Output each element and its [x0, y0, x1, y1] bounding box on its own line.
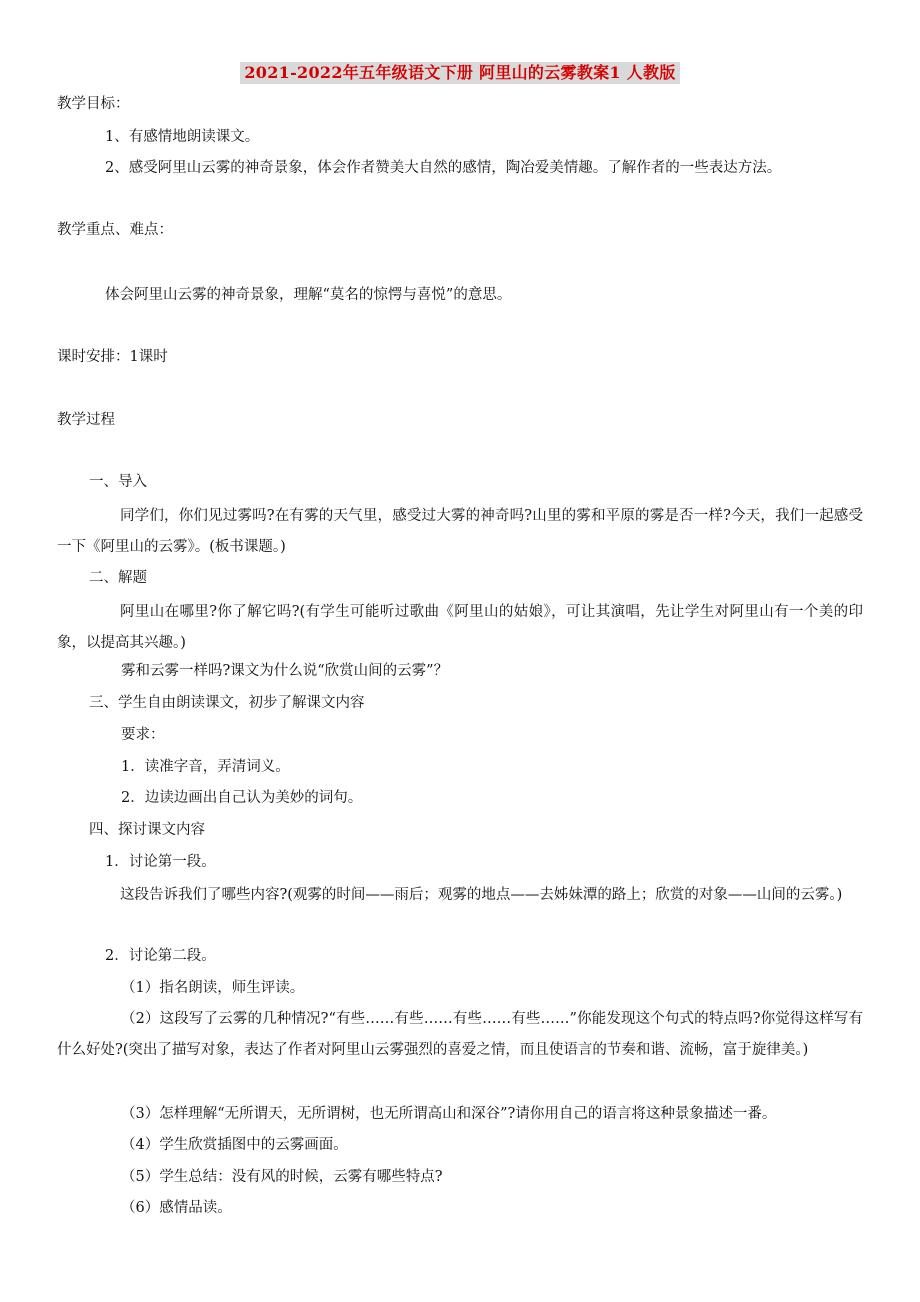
discussion-sub-heading: 2．讨论第二段。	[105, 948, 216, 964]
discussion-paragraph: 这段告诉我们了哪些内容?(观雾的时间——雨后；观雾的地点——去姊妹潭的路上；欣赏的对象——山间的云雾。)	[120, 887, 843, 903]
title-explain-question: 雾和云雾一样吗?课文为什么说“欣赏山间的云雾”？	[121, 663, 449, 679]
key-points-heading: 教学重点、难点：	[57, 222, 173, 238]
requirements-label: 要求：	[121, 727, 165, 743]
intro-paragraph: 同学们，你们见过雾吗?在有雾的天气里，感受过大雾的神奇吗?山里的雾和平原的雾是否一样?今天，我们一起感受一下《阿里山的云雾》。(板书课题。)	[57, 508, 863, 555]
discussion-item: （2）这段写了云雾的几种情况?“有些……有些……有些……有些……”你能发现这个句式的特点吗?你觉得这样写有什么好处?(突出了描写对象，表达了作者对阿里山云雾强烈的喜爱之情，而且使语言的节奏和谐、流畅，富于旋律美。)	[57, 1011, 863, 1058]
discussion-item: （4）学生欣赏插图中的云雾画面。	[121, 1137, 348, 1153]
title-block	[0, 62, 920, 84]
discussion-item: （1）指名朗读，师生评读。	[121, 980, 305, 996]
key-points-text: 体会阿里山云雾的神奇景象，理解“莫名的惊愕与喜悦”的意思。	[105, 287, 512, 303]
schedule-text: 课时安排：1课时	[57, 349, 168, 365]
discussion-item: （3）怎样理解“无所谓天，无所谓树，也无所谓高山和深谷”?请你用自己的语言将这种景象描述一番。	[121, 1106, 777, 1122]
objectives-heading: 教学目标：	[57, 96, 130, 112]
objective-item: 1、有感情地朗读课文。	[105, 129, 260, 145]
discussion-item: （6）感情品读。	[121, 1200, 232, 1216]
section-heading-title-explain: 二、解题	[89, 570, 147, 586]
requirement-item: 1．读准字音，弄清词义。	[121, 759, 290, 775]
objective-item: 2、感受阿里山云雾的神奇景象，体会作者赞美大自然的感情，陶冶爱美情趣。了解作者的一些表达方法。	[105, 160, 782, 176]
requirement-item: 2．边读边画出自己认为美妙的词句。	[121, 790, 363, 806]
document-title: 2021-2022年五年级语文下册 阿里山的云雾教案1 人教版	[240, 62, 679, 84]
section-heading-reading: 三、学生自由朗读课文，初步了解课文内容	[89, 695, 365, 711]
process-heading: 教学过程	[57, 412, 115, 428]
section-heading-intro: 一、导入	[89, 474, 147, 490]
section-heading-discussion: 四、探讨课文内容	[89, 822, 205, 838]
discussion-item: （5）学生总结：没有风的时候，云雾有哪些特点?	[121, 1169, 443, 1185]
discussion-sub-heading: 1．讨论第一段。	[105, 854, 216, 870]
title-explain-paragraph: 阿里山在哪里?你了解它吗?(有学生可能听过歌曲《阿里山的姑娘》，可让其演唱，先让学生对阿里山有一个美的印象，以提高其兴趣。)	[57, 604, 863, 651]
